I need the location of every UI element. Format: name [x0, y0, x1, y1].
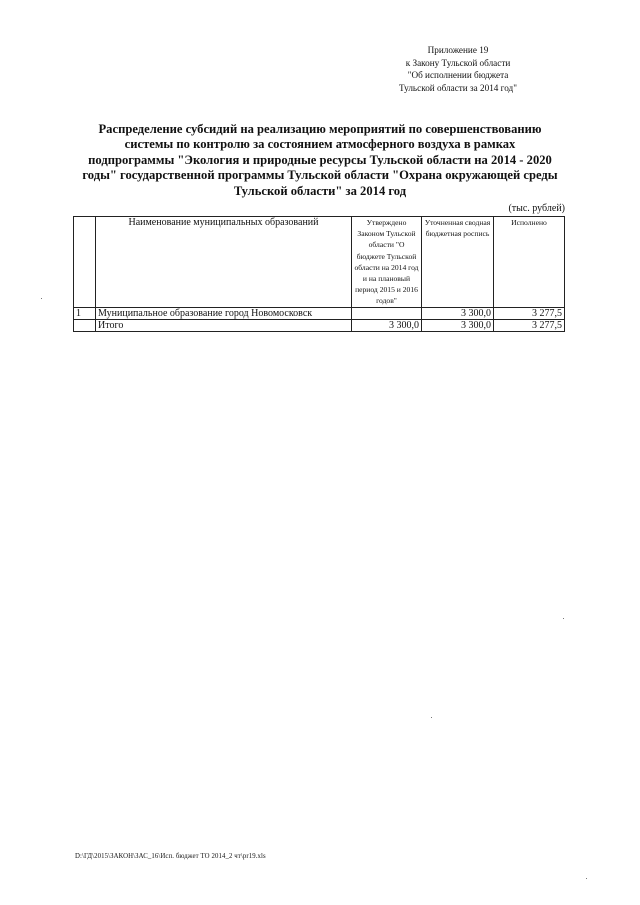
table-row-total [74, 319, 565, 331]
header-executed: Исполнено [494, 217, 565, 308]
title-line-5: Тульской области" за 2014 год [233, 183, 407, 198]
appendix-line-2: к Закону Тульской области [405, 57, 511, 68]
row-refined: 3 300,0 [422, 319, 494, 331]
row-refined: 3 300,0 [422, 307, 494, 319]
row-name: Муниципальное образование город Новомосковск [96, 307, 352, 319]
row-approved: 3 300,0 [352, 319, 422, 331]
row-approved [352, 307, 422, 319]
title-line-2: системы по контролю за состоянием атмосферного воздуха в рамках [124, 137, 516, 152]
row-num: 1 [74, 307, 96, 319]
header-num [74, 217, 96, 308]
appendix-line-4: Тульской области за 2014 год" [399, 82, 517, 93]
table-row [74, 307, 565, 319]
header-approved: Утверждено Законом Тульской области "О бюджете Тульской области на 2014 год и на плановый период 2015 и 2016 годов" [352, 217, 422, 308]
file-path-footer: D:\ГД\2015\ЗАКОН\ЗАС_16\Исп. бюджет ТО 2014_2 чт\pr19.xls [75, 853, 266, 860]
row-executed: 3 277,5 [494, 319, 565, 331]
row-executed: 3 277,5 [494, 307, 565, 319]
subsidy-table [73, 216, 565, 332]
title-line-1: Распределение субсидий на реализацию мероприятий по совершенствованию [98, 122, 542, 136]
scan-speck [41, 298, 42, 299]
scan-speck [563, 618, 564, 619]
scan-speck [586, 878, 587, 879]
document-title [70, 122, 570, 199]
units-label: (тыс. рублей) [508, 203, 565, 214]
appendix-line-1: Приложение 19 [427, 45, 489, 55]
table-header-row [74, 217, 565, 308]
scan-speck [431, 717, 432, 718]
header-refined: Уточненная сводная бюджетная роспись [422, 217, 494, 308]
title-line-4: годы" государственной программы Тульской области "Охрана окружающей среды [82, 168, 558, 183]
row-name: Итого [96, 319, 352, 331]
appendix-line-3: "Об исполнении бюджета [407, 70, 509, 81]
title-line-3: подпрограммы "Экология и природные ресурсы Тульской области на 2014 - 2020 [88, 152, 552, 167]
row-num [74, 319, 96, 331]
appendix-note [388, 44, 528, 94]
header-name: Наименование муниципальных образований [96, 217, 352, 308]
